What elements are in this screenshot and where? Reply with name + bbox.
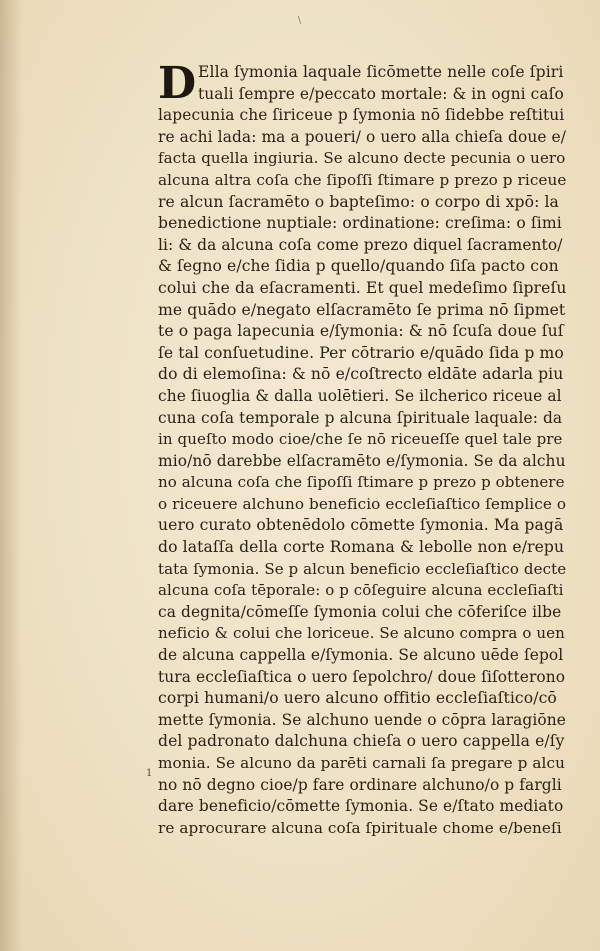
text-line: uero curato obtenēdolo cōmette ſymonia. Ma pagā xyxy=(158,516,564,535)
text-line: re achi lada: ma a poueri/ o uero alla chieſa doue e/ xyxy=(158,127,566,146)
text-line: de alcuna cappella e/ſymonia. Se alcuno uēde ſepol xyxy=(158,646,564,665)
initial-letter: D xyxy=(158,58,197,109)
text-column xyxy=(158,58,566,839)
text-line: li: & da alcuna coſa come prezo diquel ſacramento/ xyxy=(158,235,563,254)
text-line: lapecunia che ſiriceue p ſymonia nō ſidebbe reſtitui xyxy=(158,106,565,125)
text-line: o riceuere alchuno beneficio eccleſiaſtico ſemplice o xyxy=(158,494,566,513)
text-line: tura eccleſiaſtica o uero ſepolchro/ doue ſiſotterono xyxy=(158,667,566,686)
text-line: facta quella ingiuria. Se alcuno decte pecunia o uero xyxy=(158,149,566,168)
text-line: dare beneficio/cōmette ſymonia. Se e/ſtato mediato xyxy=(158,797,564,816)
margin-mark: 1 xyxy=(146,768,153,779)
text-line: me quādo e/negato elſacramēto ſe prima nō ſipmet xyxy=(158,300,566,319)
text-line: alcuna coſa tēporale: o p cōſeguire alcuna eccleſiaſti xyxy=(158,581,564,600)
text-line: tuali ſempre e/peccato mortale: & in ogni caſo xyxy=(198,84,564,103)
text-line: del padronato dalchuna chieſa o uero cappella e/ſy xyxy=(158,732,565,751)
text-line: mette ſymonia. Se alchuno uende o cōpra laragiōne xyxy=(158,710,566,729)
text-line: colui che da eſacramenti. Et quel medeſimo ſipreſu xyxy=(158,278,566,297)
text-line: benedictione nuptiale: ordinatione: creſima: o ſimi xyxy=(158,214,562,233)
text-line: ſe tal conſuetudine. Per cōtrario e/quādo ſida p mo xyxy=(158,343,564,362)
text-line: monia. Se alcuno da parēti carnali ſa pregare p alcu xyxy=(158,754,565,772)
text-line: neficio & colui che loriceue. Se alcuno compra o uen xyxy=(158,624,565,643)
text-line: no alcuna coſa che ſipoſſi ſtimare p prezo p obtenere xyxy=(158,473,565,492)
text-line: & ſegno e/che ſidia p quello/quando ſiſa pacto con xyxy=(158,257,559,276)
text-lines xyxy=(158,58,566,839)
text-line: corpi humani/o uero alcuno offitio eccleſiaſtico/cō xyxy=(158,689,557,708)
text-line: Ella ſymonia laquale ſicōmette nelle coſe ſpiri xyxy=(198,63,564,81)
text-line: re aprocurare alcuna coſa ſpirituale chome e/beneſi xyxy=(158,818,562,837)
page-gutter-shadow xyxy=(0,0,22,951)
text-line: mio/nō darebbe elſacramēto e/ſymonia. Se da alchu xyxy=(158,451,566,470)
text-line: tata ſymonia. Se p alcun beneficio eccleſiaſtico decte xyxy=(158,559,566,578)
text-line: cuna coſa temporale p alcuna ſpirituale laquale: da xyxy=(158,408,563,427)
text-line: no nō degno cioe/p fare ordinare alchuno/o p fargli xyxy=(158,775,562,794)
text-line: ca degnita/cōmeſſe ſymonia colui che cōferiſce ilbe xyxy=(158,602,562,621)
text-line: do di elemoſina: & nō e/coſtrecto eldāte adarla piu xyxy=(158,365,564,384)
text-line: re alcun ſacramēto o bapteſimo: o corpo di xpō: la xyxy=(158,192,559,211)
text-line: te o paga lapecunia e/ſymonia: & nō ſcuſa doue ſuſ xyxy=(158,322,564,341)
text-line: che ſiuoglia & dalla uolētieri. Se ilcherico riceue al xyxy=(158,386,562,405)
text-line: do lataſſa della corte Romana & lebolle non e/repu xyxy=(158,538,565,557)
top-mark: \ xyxy=(298,16,302,26)
text-line: alcuna altra coſa che ſipoſſi ſtimare p prezo p riceue xyxy=(158,170,566,189)
text-line: in queſto modo cioe/che ſe nō riceueſſe quel tale pre xyxy=(158,430,563,449)
